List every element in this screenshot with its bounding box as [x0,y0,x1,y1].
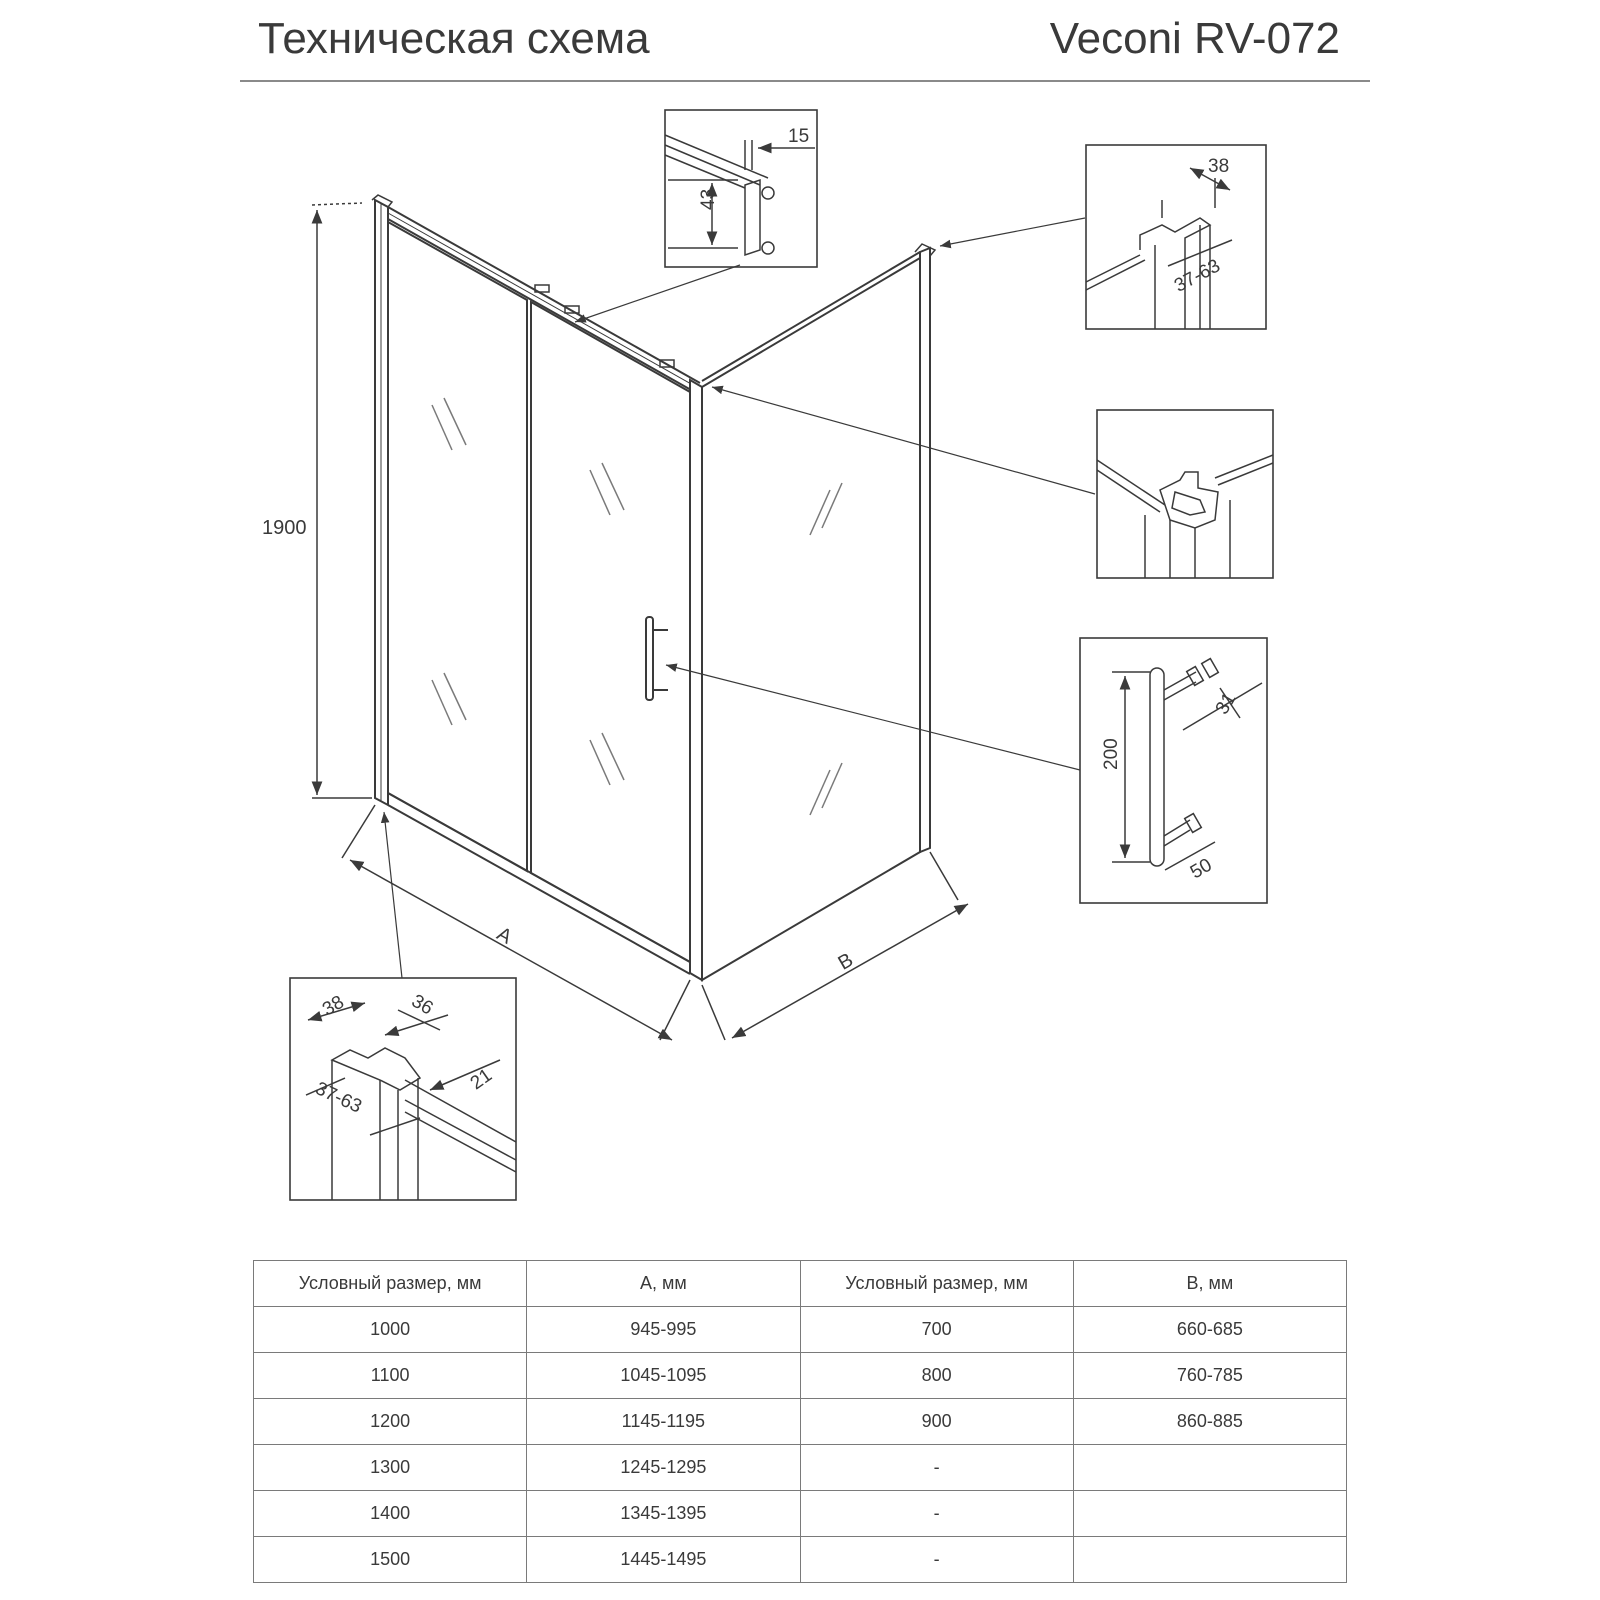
handle-length-label: 200 [1101,738,1122,770]
table-cell [1073,1537,1346,1583]
shower-cabin [372,195,935,980]
fixed-glass-panel [388,222,527,871]
table-cell: 700 [800,1307,1073,1353]
table-cell: - [800,1445,1073,1491]
table-row [254,1307,1347,1353]
table-cell: 1045-1095 [527,1353,800,1399]
table-row [254,1399,1347,1445]
height-dimension [312,203,372,798]
top-rail-height-label: 43 [698,188,719,210]
column-header: Условный размер, мм [800,1261,1073,1307]
table-row [254,1445,1347,1491]
table-cell [1073,1491,1346,1537]
bottom-width-right-label: 36 [407,990,437,1020]
model-name: Veconi RV-072 [1049,14,1340,63]
corner-profile [690,380,702,980]
bottom-width-left-label: 38 [319,991,348,1021]
handle-depth-label: 50 [1186,854,1216,884]
table-cell: 1245-1295 [527,1445,800,1491]
table-cell: 1145-1195 [527,1399,800,1445]
leader-lines [384,218,1095,978]
width-b-dimension [702,852,968,1040]
door-handle [646,617,668,700]
table-cell: 760-785 [1073,1353,1346,1399]
sliding-door-panel [531,302,690,962]
table-row [254,1537,1347,1583]
table-row [254,1353,1347,1399]
table-cell: 1100 [254,1353,527,1399]
side-panel [702,258,920,980]
table-cell: 1345-1395 [527,1491,800,1537]
table-row [254,1491,1347,1537]
table-header-row [254,1261,1347,1307]
detail-wall-profile-top [1086,145,1266,329]
size-table [253,1260,1347,1583]
column-header: Условный размер, мм [254,1261,527,1307]
table-cell: 1000 [254,1307,527,1353]
bottom-range-label: 37-63 [311,1078,365,1118]
glass-reflections [432,398,842,815]
column-header: А, мм [527,1261,800,1307]
table-cell: 900 [800,1399,1073,1445]
bottom-rail [388,793,690,974]
column-header: В, мм [1073,1261,1346,1307]
table-cell: 945-995 [527,1307,800,1353]
table-cell: 1300 [254,1445,527,1491]
wall-profile-range-label: 37-63 [1171,255,1224,297]
table-cell: 1445-1495 [527,1537,800,1583]
table-cell: 1500 [254,1537,527,1583]
table-cell: 1400 [254,1491,527,1537]
height-label: 1900 [262,517,307,539]
table-cell: 800 [800,1353,1073,1399]
table-cell: - [800,1537,1073,1583]
page-title: Техническая схема [258,14,650,63]
width-b-label: B [834,949,857,975]
table-cell: - [800,1491,1073,1537]
detail-corner-profile [1097,410,1273,578]
table-cell: 660-685 [1073,1307,1346,1353]
table-cell [1073,1445,1346,1491]
handle-offset-label: 31 [1211,689,1241,719]
right-wall-profile [920,248,930,852]
width-a-label: A [493,922,516,949]
wall-profile-width-label: 38 [1208,156,1230,177]
table-cell: 1200 [254,1399,527,1445]
bottom-depth-label: 21 [466,1064,497,1095]
table-cell: 860-885 [1073,1399,1346,1445]
top-rail-gap-label: 15 [788,126,810,147]
